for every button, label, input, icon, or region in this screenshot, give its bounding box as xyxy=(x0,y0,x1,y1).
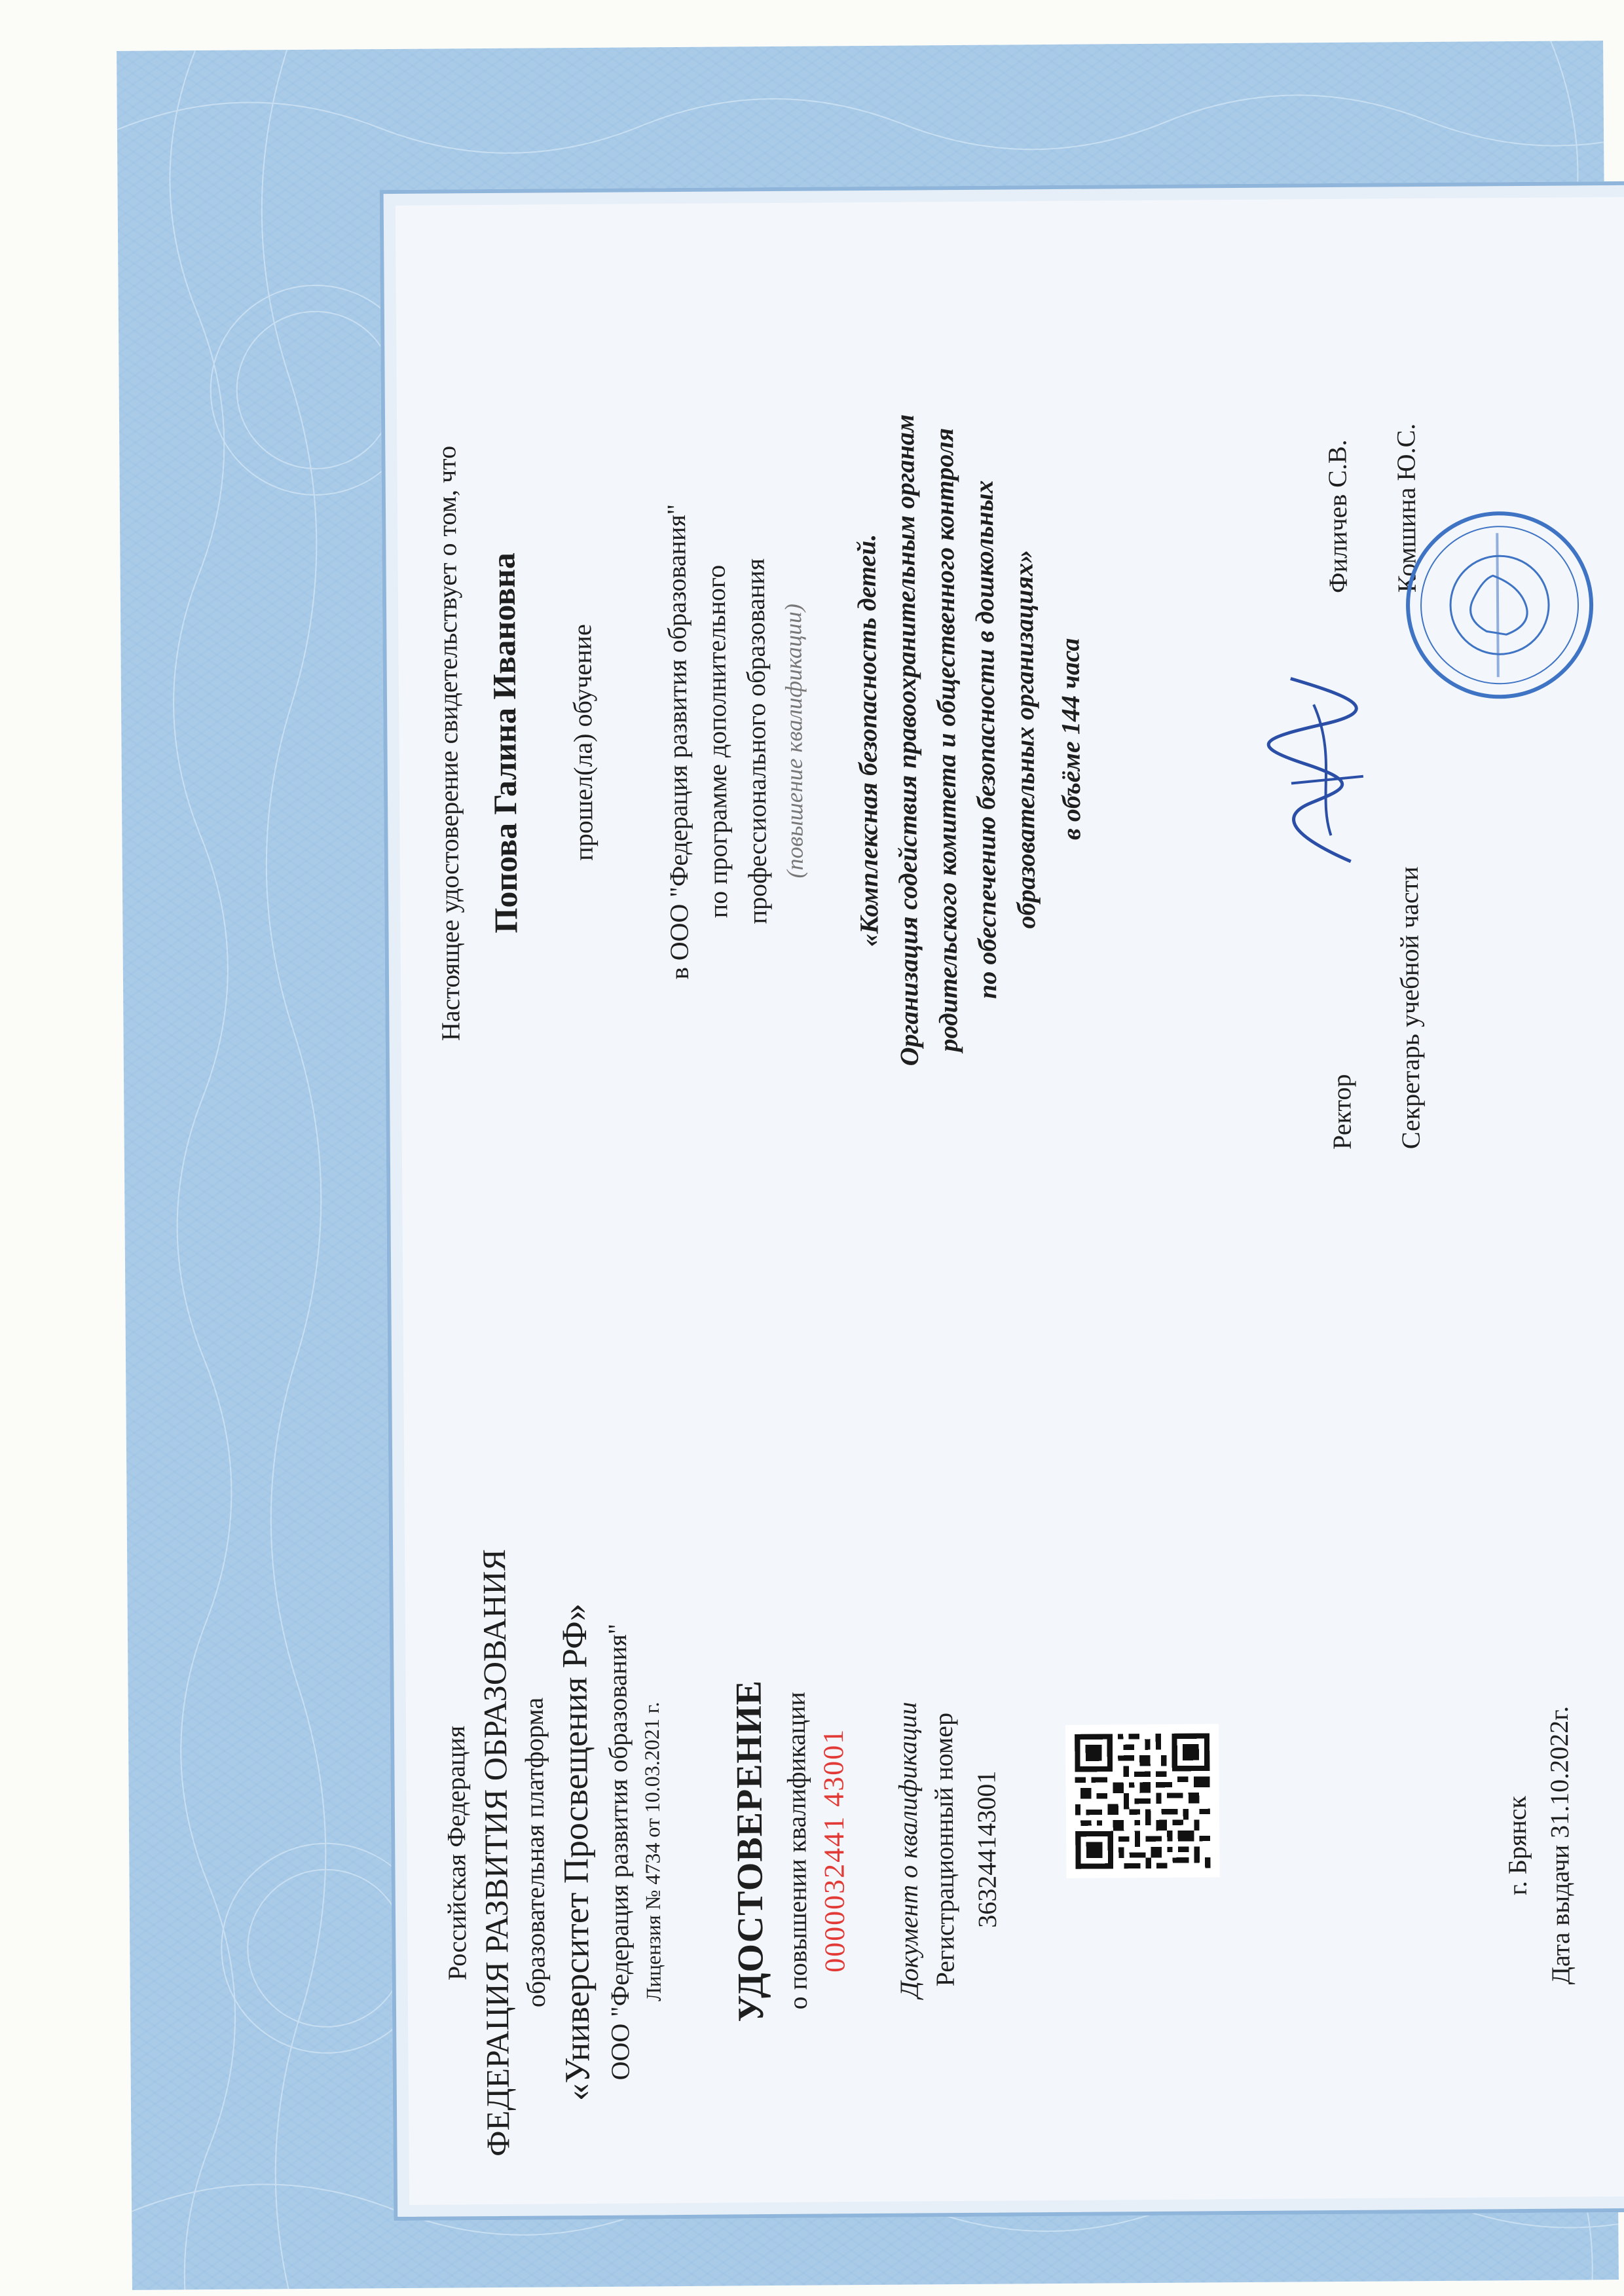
platform-label: образовательная платформа xyxy=(519,1697,551,2008)
rector-name: Филичев С.В. xyxy=(1322,439,1353,594)
passed-training-text: прошел(ла) обучение xyxy=(567,624,599,861)
issue-date: Дата выдачи 31.10.2022г. xyxy=(1543,1705,1576,1985)
certificate-sheet xyxy=(117,41,1619,2290)
document-subtitle: о повышении квалификации xyxy=(781,1691,813,2010)
course-title-line-5: образовательных организациях» xyxy=(1008,549,1041,929)
certificate-content-area xyxy=(380,181,1624,2221)
program-line-1: по программе дополнительного xyxy=(701,564,733,919)
document-type: Документ о квалификации xyxy=(892,1702,924,1998)
program-type: (повышение квалификации) xyxy=(780,603,808,879)
course-hours: в объёме 144 часа xyxy=(1055,638,1086,841)
secretary-name: Комшина Ю.С. xyxy=(1391,423,1422,593)
license-text: Лицензия № 4734 от 10.03.2021 г. xyxy=(639,1702,665,2002)
course-title-line-4: по обеспечению безопасности в дошкольных xyxy=(969,480,1003,999)
course-title-line-2: Организация содействия правоохранительным органам xyxy=(889,414,924,1066)
signature-icon xyxy=(1251,665,1384,875)
organization-name: ООО "Федерация развития образования" xyxy=(602,1623,635,2081)
course-title-line-3: родительского комитета и общественного контроля xyxy=(929,428,963,1052)
qr-code-icon xyxy=(1065,1724,1220,1878)
rector-label: Ректор xyxy=(1327,1074,1357,1150)
person-name: Попова Галина Ивановна xyxy=(485,553,525,934)
registration-number: 363244143001 xyxy=(971,1770,1003,1928)
document-title: УДОСТОВЕРЕНИЕ xyxy=(728,1679,772,2022)
document-number: 0000032441 43001 xyxy=(817,1728,851,1973)
rotated-content xyxy=(384,185,1624,2217)
university-name: «Университет Просвещения РФ» xyxy=(554,1603,597,2102)
program-line-2: профессионального образования xyxy=(740,558,773,924)
official-stamp-icon xyxy=(1401,506,1598,704)
federation-name: ФЕДЕРАЦИЯ РАЗВИТИЯ ОБРАЗОВАНИЯ xyxy=(475,1548,517,2157)
secretary-label: Секретарь учебной части xyxy=(1393,866,1426,1150)
intro-text: Настоящее удостоверение свидетельствует о том, что xyxy=(432,445,466,1042)
training-organization: в ООО "Федерация развития образования" xyxy=(661,503,695,980)
registration-label: Регистрационный номер xyxy=(928,1712,960,1987)
course-title-line-1: «Комплексная безопасность детей. xyxy=(851,534,884,947)
country-label: Российская Федерация xyxy=(440,1725,472,1981)
city-label: г. Брянск xyxy=(1502,1796,1532,1896)
